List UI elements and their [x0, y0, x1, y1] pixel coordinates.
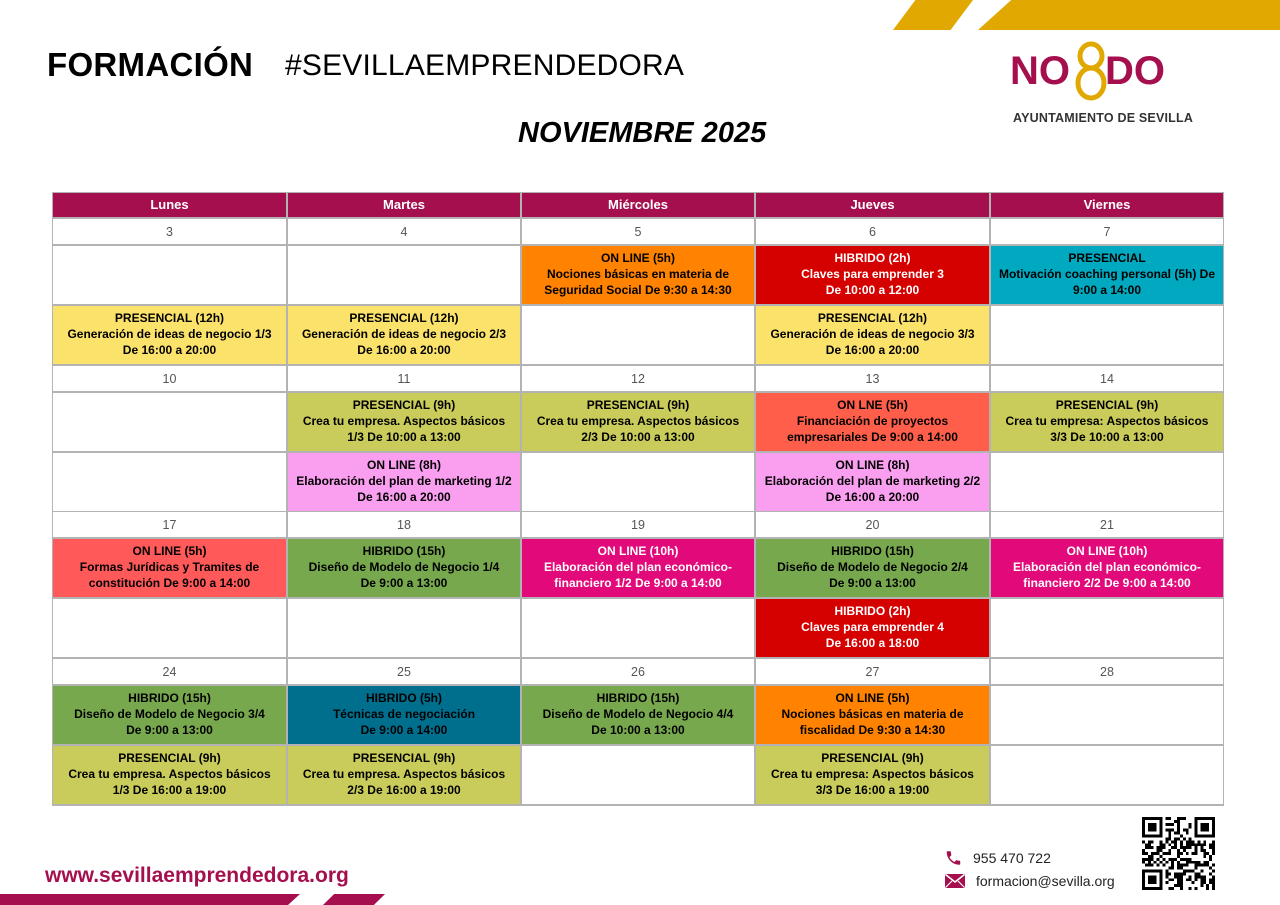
event-modality: HIBRIDO (15h) [831, 544, 914, 558]
day-number: 5 [522, 219, 754, 244]
day-number: 27 [756, 659, 989, 684]
contact-phone [944, 849, 1051, 867]
contact-email [944, 873, 1115, 889]
event-modality: ON LINE (8h) [835, 458, 910, 472]
event-cell[interactable] [288, 686, 520, 744]
month-title: NOVIEMBRE 2025 [518, 117, 767, 149]
event-description: Crea tu empresa. Aspectos básicos 2/3 De 16:00 a 19:00 [302, 767, 506, 797]
top-decoration-stripe [893, 0, 973, 30]
day-header-3: Jueves [756, 193, 989, 217]
event-cell[interactable] [756, 539, 989, 597]
event-time: De 10:00 a 12:00 [825, 283, 920, 297]
event-cell[interactable] [288, 393, 520, 451]
phone-number: 955 470 722 [973, 850, 1051, 866]
event-modality: PRESENCIAL [1068, 251, 1146, 265]
day-number: 7 [991, 219, 1223, 244]
event-cell[interactable] [522, 686, 754, 744]
event-cell[interactable] [756, 599, 989, 657]
empty-cell [53, 599, 286, 657]
email-address[interactable]: formacion@sevilla.org [976, 873, 1115, 889]
event-modality: PRESENCIAL (12h) [349, 311, 459, 325]
event-modality: PRESENCIAL (9h) [821, 751, 924, 765]
event-cell[interactable] [756, 686, 989, 744]
event-cell[interactable] [756, 246, 989, 304]
event-description: Nociones básicas en materia de Seguridad Social De 9:30 a 14:30 [544, 267, 732, 297]
event-time: De 16:00 a 20:00 [825, 343, 920, 357]
event-cell[interactable] [53, 539, 286, 597]
event-modality: HIBRIDO (15h) [596, 691, 680, 705]
event-modality: PRESENCIAL (12h) [817, 311, 928, 325]
mail-icon [944, 873, 966, 889]
event-description: Motivación coaching personal (5h) De 9:00 a 14:00 [998, 267, 1216, 297]
event-description: Técnicas de negociación [332, 707, 476, 721]
logo-subtitle: AYUNTAMIENTO DE SEVILLA [1013, 111, 1194, 125]
event-time: De 16:00 a 20:00 [122, 343, 217, 357]
day-number: 25 [288, 659, 520, 684]
event-description: Diseño de Modelo de Negocio 4/4 [542, 707, 734, 721]
event-modality: ON LNE (5h) [837, 398, 908, 412]
day-header-0: Lunes [53, 193, 286, 217]
event-modality: ON LINE (5h) [835, 691, 910, 705]
empty-cell [522, 746, 754, 804]
event-cell[interactable] [756, 306, 989, 364]
event-modality: ON LINE (5h) [601, 251, 675, 265]
event-modality: PRESENCIAL (9h) [352, 398, 456, 412]
phone-icon [944, 849, 963, 867]
event-description: Generación de ideas de negocio 3/3 [770, 327, 975, 341]
empty-cell [522, 306, 754, 364]
event-modality: ON LINE (5h) [132, 544, 207, 558]
logo-text-right: DO [1105, 49, 1165, 93]
event-modality: ON LINE (8h) [367, 458, 441, 472]
day-number: 3 [53, 219, 286, 244]
event-description: Nociones básicas en materia de fiscalidad De 9:30 a 14:30 [781, 707, 964, 737]
qr-code-icon[interactable] [1142, 817, 1215, 890]
empty-cell [991, 453, 1223, 511]
bottom-decoration-stripe [323, 894, 385, 905]
event-cell[interactable] [756, 746, 989, 804]
event-description: Crea tu empresa: Aspectos básicos 3/3 De 10:00 a 13:00 [1005, 414, 1209, 444]
event-time: De 16:00 a 18:00 [825, 636, 920, 650]
day-number: 20 [756, 512, 989, 537]
calendar-grid [52, 192, 1224, 806]
empty-cell [991, 746, 1223, 804]
event-cell[interactable] [522, 246, 754, 304]
day-header-1: Martes [288, 193, 520, 217]
event-modality: PRESENCIAL (9h) [1055, 398, 1159, 412]
event-description: Elaboración del plan económico-financiero 2/2 De 9:00 a 14:00 [1012, 560, 1202, 590]
event-cell[interactable] [522, 539, 754, 597]
day-number: 13 [756, 366, 989, 391]
day-number: 14 [991, 366, 1223, 391]
event-modality: HIBRIDO (15h) [362, 544, 446, 558]
empty-cell [288, 246, 520, 304]
event-description: Diseño de Modelo de Negocio 1/4 [308, 560, 500, 574]
day-number: 4 [288, 219, 520, 244]
day-number: 12 [522, 366, 754, 391]
website-link[interactable]: www.sevillaemprendedora.org [45, 864, 349, 887]
empty-cell [991, 686, 1223, 744]
empty-cell [288, 599, 520, 657]
event-cell[interactable] [53, 746, 286, 804]
logo-text-left: NO [1010, 49, 1070, 93]
event-time: De 16:00 a 20:00 [357, 343, 451, 357]
hashtag-title: #SEVILLAEMPRENDEDORA [285, 49, 685, 82]
event-description: Diseño de Modelo de Negocio 2/4 [777, 560, 968, 574]
day-header-4: Viernes [991, 193, 1223, 217]
event-description: Crea tu empresa. Aspectos básicos 2/3 De 10:00 a 13:00 [536, 414, 740, 444]
event-cell[interactable] [53, 306, 286, 364]
day-header-2: Miércoles [522, 193, 754, 217]
bottom-decoration-bar [0, 894, 300, 905]
event-modality: ON LINE (10h) [597, 544, 679, 558]
event-modality: PRESENCIAL (9h) [586, 398, 690, 412]
top-decoration-band [978, 0, 1280, 30]
event-modality: PRESENCIAL (9h) [118, 751, 221, 765]
day-number: 28 [991, 659, 1223, 684]
event-cell[interactable] [991, 393, 1223, 451]
event-modality: HIBRIDO (2h) [834, 251, 911, 265]
event-cell[interactable] [53, 686, 286, 744]
day-number: 6 [756, 219, 989, 244]
event-modality: HIBRIDO (15h) [128, 691, 211, 705]
empty-cell [53, 246, 286, 304]
event-description: Crea tu empresa: Aspectos básicos 3/3 De 16:00 a 19:00 [771, 767, 974, 797]
empty-cell [53, 393, 286, 451]
event-cell[interactable] [288, 453, 520, 511]
event-cell[interactable] [288, 306, 520, 364]
event-cell[interactable] [756, 393, 989, 451]
empty-cell [991, 306, 1223, 364]
event-modality: HIBRIDO (5h) [366, 691, 442, 705]
event-modality: PRESENCIAL (12h) [114, 311, 225, 325]
empty-cell [53, 453, 286, 511]
ayuntamiento-logo [1008, 40, 1194, 130]
event-cell[interactable] [288, 539, 520, 597]
event-description: Formas Jurídicas y Tramites de constitución De 9:00 a 14:00 [79, 560, 260, 590]
event-cell[interactable] [756, 453, 989, 511]
day-number: 18 [288, 512, 520, 537]
day-number: 24 [53, 659, 286, 684]
event-description: Claves para emprender 3 [801, 267, 944, 281]
no8do-logo-icon [1008, 40, 1173, 110]
event-modality: HIBRIDO (2h) [834, 604, 911, 618]
day-number: 26 [522, 659, 754, 684]
event-description: Elaboración del plan económico-financiero 1/2 De 9:00 a 14:00 [543, 560, 733, 590]
event-time: De 10:00 a 13:00 [591, 723, 685, 737]
event-description: Crea tu empresa. Aspectos básicos 1/3 De 16:00 a 19:00 [68, 767, 271, 797]
event-time: De 9:00 a 13:00 [360, 576, 448, 590]
day-number: 17 [53, 512, 286, 537]
empty-cell [991, 599, 1223, 657]
day-number: 21 [991, 512, 1223, 537]
event-description: Generación de ideas de negocio 1/3 [67, 327, 272, 341]
event-cell[interactable] [991, 539, 1223, 597]
event-time: De 9:00 a 13:00 [829, 576, 916, 590]
event-description: Financiación de proyectos empresariales De 9:00 a 14:00 [787, 414, 958, 444]
day-number: 10 [53, 366, 286, 391]
day-number: 11 [288, 366, 520, 391]
event-cell[interactable] [522, 393, 754, 451]
event-modality: PRESENCIAL (9h) [352, 751, 456, 765]
empty-cell [522, 599, 754, 657]
event-description: Diseño de Modelo de Negocio 3/4 [74, 707, 265, 721]
event-description: Elaboración del plan de marketing 2/2 De 16:00 a 20:00 [764, 474, 981, 504]
page-title: FORMACIÓN [47, 46, 254, 83]
event-description: Elaboración del plan de marketing 1/2 De 16:00 a 20:00 [296, 474, 512, 504]
event-description: Generación de ideas de negocio 2/3 [301, 327, 507, 341]
event-description: Claves para emprender 4 [801, 620, 944, 634]
day-number: 19 [522, 512, 754, 537]
event-description: Crea tu empresa. Aspectos básicos 1/3 De 10:00 a 13:00 [302, 414, 506, 444]
event-cell[interactable] [288, 746, 520, 804]
madeja-icon [1078, 44, 1104, 98]
event-cell[interactable] [991, 246, 1223, 304]
event-modality: ON LINE (10h) [1066, 544, 1148, 558]
event-time: De 9:00 a 14:00 [360, 723, 448, 737]
event-time: De 9:00 a 13:00 [126, 723, 213, 737]
empty-cell [522, 453, 754, 511]
